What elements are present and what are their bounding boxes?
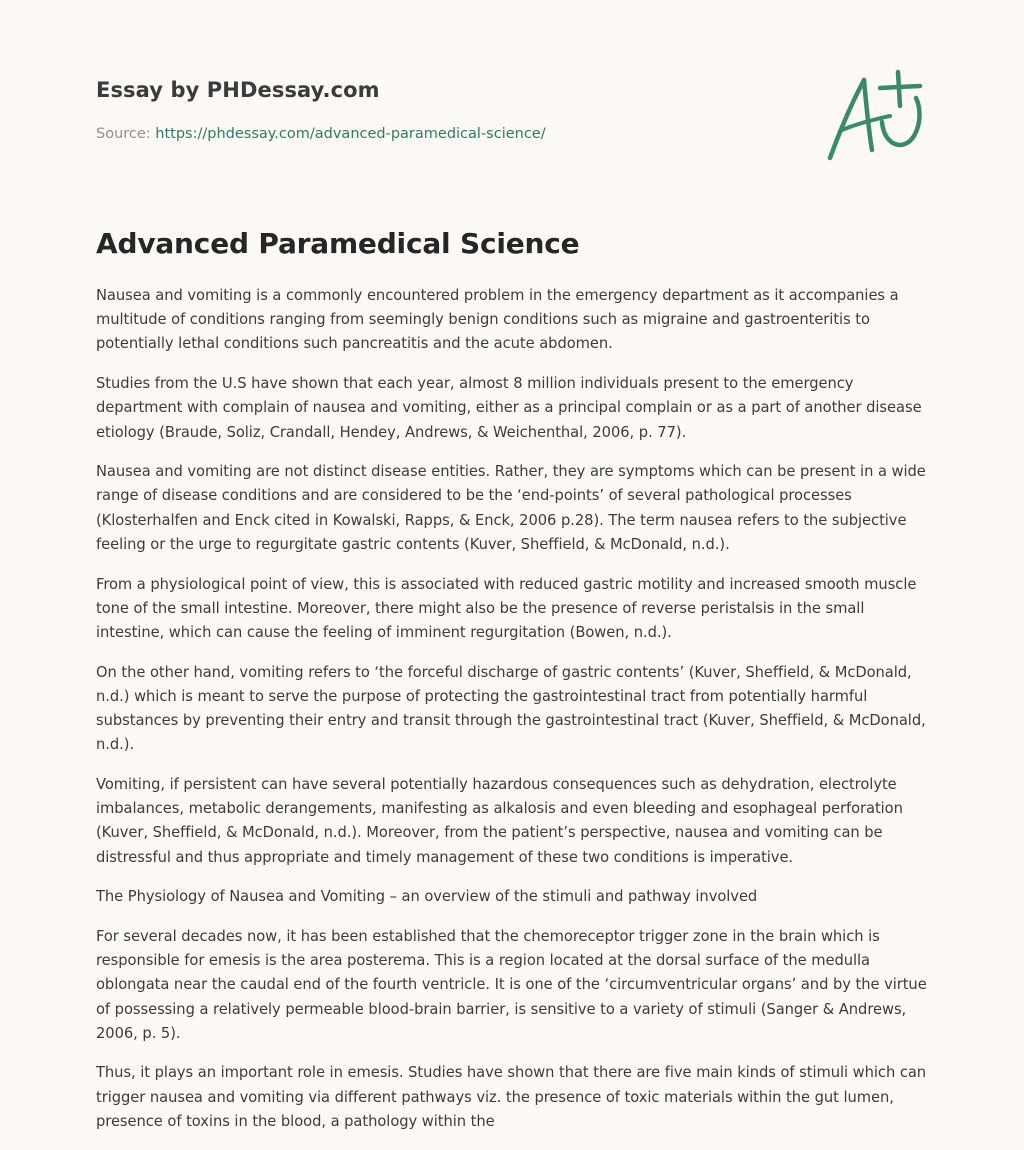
paragraph: On the other hand, vomiting refers to ‘the forceful discharge of gastric contents’ (Kuver, Sheffield, & McDonald, n.d.) which is meant to serve the purpose of protecting the gastrointestinal tract from potentially harmful substances by preventing their entry and transit through the gastrointestinal tract (Kuver, Sheffield, & McDonald, n.d.).	[96, 663, 926, 754]
page-title: Advanced Paramedical Science	[96, 227, 580, 260]
paragraph: Vomiting, if persistent can have several potentially hazardous consequences such as dehydration, electrolyte imbalances, metabolic derangements, manifesting as alkalosis and even bleeding and esophageal perforation (Kuver, Sheffield, & McDonald, n.d.). Moreover, from the patient’s perspective, nausea and vomiting can be distressful and thus appropriate and timely management of these two conditions is imperative.	[96, 775, 903, 866]
essay-body	[96, 284, 932, 1150]
paragraph: Nausea and vomiting are not distinct disease entities. Rather, they are symptoms which can be present in a wide range of disease conditions and are considered to be the ‘end-points’ of several pathological processes (Klosterhalfen and Enck cited in Kowalski, Rapps, & Enck, 2006 p.28). The term nausea refers to the subjective feeling or the urge to regurgitate gastric contents (Kuver, Sheffield, & McDonald, n.d.).	[96, 463, 926, 553]
paragraph: Thus, it plays an important role in emesis. Studies have shown that there are five main kinds of stimuli which can trigger nausea and vomiting via different pathways viz. the presence of toxic materials within the gut lumen, presence of toxins in the blood, a pathology within the	[96, 1064, 927, 1130]
source-label: Source:	[96, 126, 151, 142]
paragraph: From a physiological point of view, this is associated with reduced gastric motility and increased smooth muscle tone of the small intestine. Moreover, there might also be the presence of reverse peristalsis in the small intestine, which can cause the feeling of imminent regurgitation (Bowen, n.d.).	[96, 575, 917, 641]
paragraph: Studies from the U.S have shown that each year, almost 8 million individuals present to the emergency department with complain of nausea and vomiting, either as a principal complain or as a part of another disease etiology (Braude, Soliz, Crandall, Hendey, Andrews, & Weichenthal, 2006, p. 77).	[96, 375, 922, 441]
essay-header	[96, 76, 816, 144]
paragraph: For several decades now, it has been established that the chemoreceptor trigger zone in the brain which is responsible for emesis is the area posterema. This is a region located at the dorsal surface of the medulla oblongata near the caudal end of the fourth ventricle. It is one of the ‘circumventricular organs’ and by the virtue of possessing a relatively permeable blood-brain barrier, is sensitive to a variety of stimuli (Sanger & Andrews, 2006, p. 5).	[96, 927, 927, 1042]
a-plus-logo-icon	[820, 66, 932, 166]
source-link[interactable]: https://phdessay.com/advanced-paramedical-science/	[155, 126, 546, 142]
paragraph: Nausea and vomiting is a commonly encountered problem in the emergency department as it accompanies a multitude of conditions ranging from seemingly benign conditions such as migraine and gastroenteritis to potentially lethal conditions such pancreatitis and the acute abdomen.	[96, 287, 899, 353]
site-brand: Essay by PHDessay.com	[96, 78, 380, 102]
section-heading: The Physiology of Nausea and Vomiting – an overview of the stimuli and pathway involved	[96, 888, 758, 906]
source-line	[96, 124, 816, 144]
